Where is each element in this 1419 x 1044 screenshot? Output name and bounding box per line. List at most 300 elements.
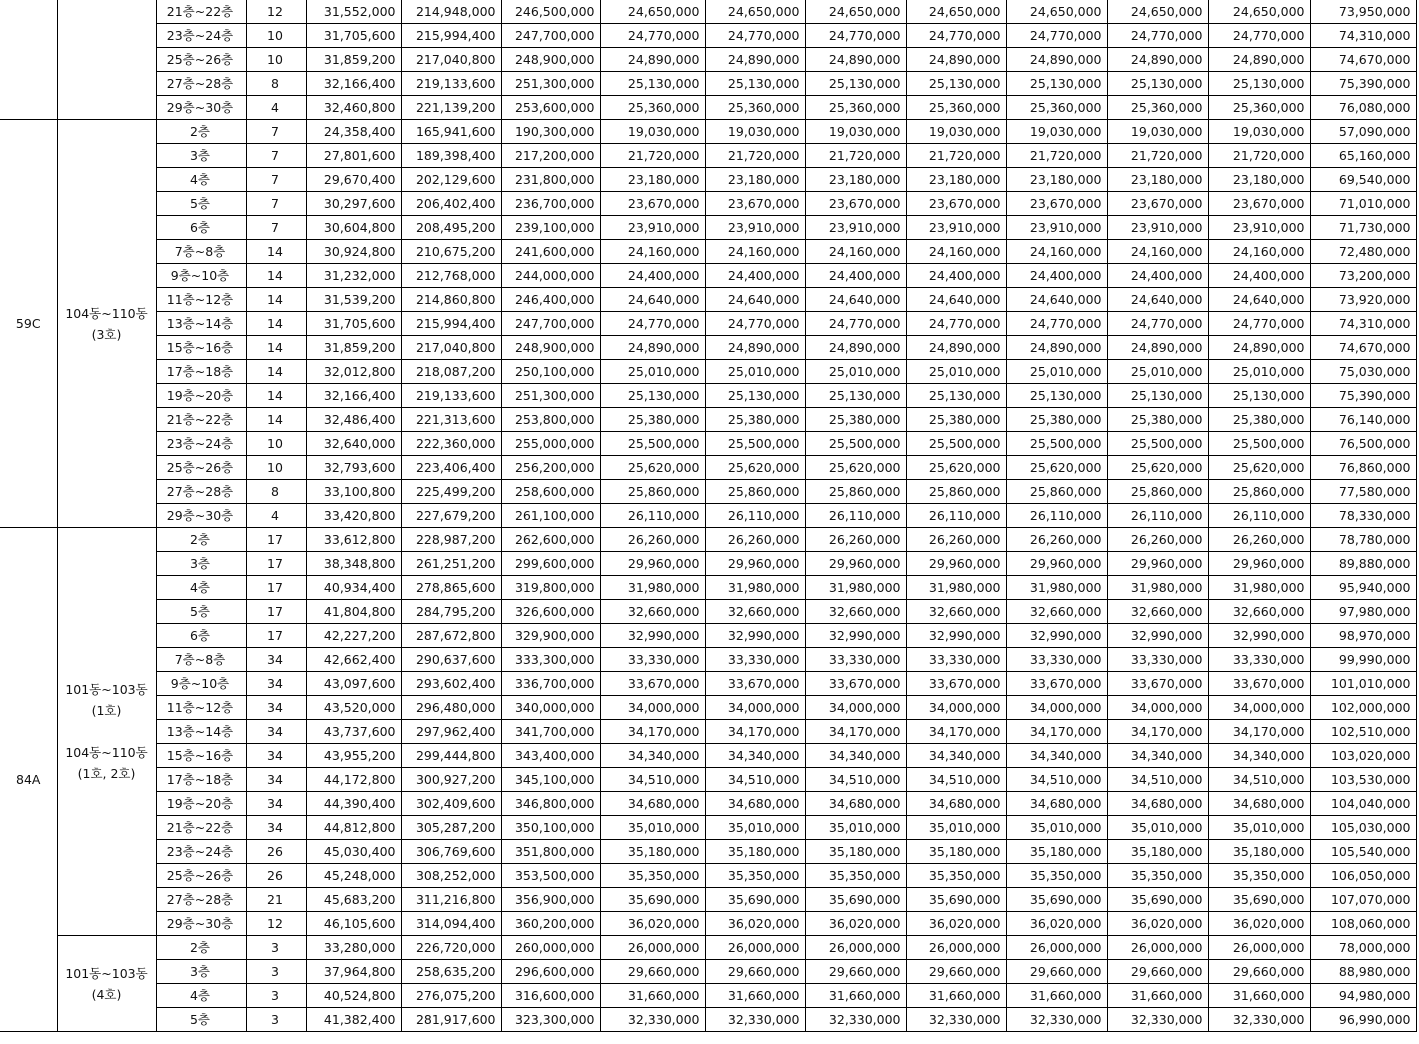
interim-payment-3-cell: 33,330,000 <box>906 648 1006 672</box>
deposit-cell: 33,670,000 <box>600 672 705 696</box>
interim-payment-5-cell: 26,260,000 <box>1107 528 1208 552</box>
interim-payment-5-cell: 34,680,000 <box>1107 792 1208 816</box>
unit-type-cell: 59C <box>0 120 57 528</box>
table-row <box>0 168 1416 192</box>
interim-payment-3-cell: 25,500,000 <box>906 432 1006 456</box>
total-price-cell: 351,800,000 <box>501 840 600 864</box>
table-row <box>0 936 1416 960</box>
total-price-cell: 340,000,000 <box>501 696 600 720</box>
units-cell: 14 <box>246 384 306 408</box>
total-price-cell: 326,600,000 <box>501 600 600 624</box>
balance-cell: 89,880,000 <box>1310 552 1416 576</box>
total-price-cell: 346,800,000 <box>501 792 600 816</box>
interim-payment-3-cell: 36,020,000 <box>906 912 1006 936</box>
interim-payment-6-cell: 34,170,000 <box>1208 720 1310 744</box>
building-price-cell: 215,994,400 <box>401 24 501 48</box>
interim-payment-3-cell: 32,660,000 <box>906 600 1006 624</box>
total-price-cell: 262,600,000 <box>501 528 600 552</box>
interim-payment-3-cell: 25,380,000 <box>906 408 1006 432</box>
interim-payment-4-cell: 21,720,000 <box>1006 144 1107 168</box>
deposit-cell: 21,720,000 <box>600 144 705 168</box>
units-cell: 34 <box>246 720 306 744</box>
deposit-cell: 24,160,000 <box>600 240 705 264</box>
units-cell: 26 <box>246 864 306 888</box>
total-price-cell: 251,300,000 <box>501 384 600 408</box>
land-price-cell: 44,390,400 <box>306 792 401 816</box>
building-price-cell: 222,360,000 <box>401 432 501 456</box>
balance-cell: 105,540,000 <box>1310 840 1416 864</box>
interim-payment-1-cell: 33,330,000 <box>705 648 805 672</box>
interim-payment-2-cell: 25,500,000 <box>805 432 906 456</box>
units-cell: 14 <box>246 312 306 336</box>
interim-payment-3-cell: 32,330,000 <box>906 1008 1006 1032</box>
balance-cell: 97,980,000 <box>1310 600 1416 624</box>
balance-cell: 98,970,000 <box>1310 624 1416 648</box>
interim-payment-6-cell: 25,010,000 <box>1208 360 1310 384</box>
interim-payment-6-cell: 26,260,000 <box>1208 528 1310 552</box>
interim-payment-4-cell: 24,890,000 <box>1006 336 1107 360</box>
interim-payment-4-cell: 25,860,000 <box>1006 480 1107 504</box>
table-row <box>0 624 1416 648</box>
units-cell: 17 <box>246 600 306 624</box>
interim-payment-5-cell: 34,340,000 <box>1107 744 1208 768</box>
interim-payment-6-cell: 32,990,000 <box>1208 624 1310 648</box>
interim-payment-5-cell: 31,660,000 <box>1107 984 1208 1008</box>
floor-cell: 19층~20층 <box>156 384 246 408</box>
interim-payment-2-cell: 23,910,000 <box>805 216 906 240</box>
land-price-cell: 30,924,800 <box>306 240 401 264</box>
units-cell: 17 <box>246 576 306 600</box>
building-price-cell: 296,480,000 <box>401 696 501 720</box>
interim-payment-4-cell: 34,000,000 <box>1006 696 1107 720</box>
interim-payment-4-cell: 35,690,000 <box>1006 888 1107 912</box>
balance-cell: 76,500,000 <box>1310 432 1416 456</box>
balance-cell: 75,390,000 <box>1310 72 1416 96</box>
interim-payment-1-cell: 34,000,000 <box>705 696 805 720</box>
interim-payment-4-cell: 35,180,000 <box>1006 840 1107 864</box>
interim-payment-5-cell: 24,770,000 <box>1107 24 1208 48</box>
interim-payment-1-cell: 26,110,000 <box>705 504 805 528</box>
interim-payment-2-cell: 31,980,000 <box>805 576 906 600</box>
interim-payment-2-cell: 29,660,000 <box>805 960 906 984</box>
interim-payment-3-cell: 24,160,000 <box>906 240 1006 264</box>
floor-cell: 29층~30층 <box>156 504 246 528</box>
units-cell: 34 <box>246 672 306 696</box>
total-price-cell: 329,900,000 <box>501 624 600 648</box>
balance-cell: 103,530,000 <box>1310 768 1416 792</box>
interim-payment-4-cell: 25,500,000 <box>1006 432 1107 456</box>
interim-payment-6-cell: 24,890,000 <box>1208 48 1310 72</box>
total-price-cell: 350,100,000 <box>501 816 600 840</box>
units-cell: 8 <box>246 72 306 96</box>
interim-payment-4-cell: 35,350,000 <box>1006 864 1107 888</box>
interim-payment-5-cell: 23,180,000 <box>1107 168 1208 192</box>
floor-cell: 19층~20층 <box>156 792 246 816</box>
interim-payment-1-cell: 35,690,000 <box>705 888 805 912</box>
interim-payment-3-cell: 23,670,000 <box>906 192 1006 216</box>
table-row <box>0 312 1416 336</box>
balance-cell: 72,480,000 <box>1310 240 1416 264</box>
land-price-cell: 44,172,800 <box>306 768 401 792</box>
units-cell: 17 <box>246 528 306 552</box>
table-row <box>0 216 1416 240</box>
balance-cell: 74,310,000 <box>1310 24 1416 48</box>
interim-payment-4-cell: 24,400,000 <box>1006 264 1107 288</box>
deposit-cell: 25,380,000 <box>600 408 705 432</box>
interim-payment-5-cell: 23,910,000 <box>1107 216 1208 240</box>
building-price-cell: 217,040,800 <box>401 336 501 360</box>
land-price-cell: 43,737,600 <box>306 720 401 744</box>
interim-payment-6-cell: 24,770,000 <box>1208 24 1310 48</box>
deposit-cell: 23,180,000 <box>600 168 705 192</box>
interim-payment-2-cell: 23,670,000 <box>805 192 906 216</box>
interim-payment-5-cell: 25,130,000 <box>1107 384 1208 408</box>
deposit-cell: 31,660,000 <box>600 984 705 1008</box>
interim-payment-6-cell: 32,660,000 <box>1208 600 1310 624</box>
interim-payment-1-cell: 31,980,000 <box>705 576 805 600</box>
land-price-cell: 44,812,800 <box>306 816 401 840</box>
interim-payment-5-cell: 24,640,000 <box>1107 288 1208 312</box>
interim-payment-6-cell: 24,400,000 <box>1208 264 1310 288</box>
interim-payment-6-cell: 23,910,000 <box>1208 216 1310 240</box>
land-price-cell: 31,859,200 <box>306 48 401 72</box>
building-group-label: (1호, 2호) <box>77 766 136 781</box>
total-price-cell: 247,700,000 <box>501 24 600 48</box>
interim-payment-2-cell: 34,680,000 <box>805 792 906 816</box>
building-price-cell: 261,251,200 <box>401 552 501 576</box>
table-row <box>0 576 1416 600</box>
floor-cell: 29층~30층 <box>156 96 246 120</box>
interim-payment-4-cell: 29,660,000 <box>1006 960 1107 984</box>
deposit-cell: 25,010,000 <box>600 360 705 384</box>
building-group-label: 104동~110동 <box>65 745 148 760</box>
table-row <box>0 528 1416 552</box>
building-price-cell: 208,495,200 <box>401 216 501 240</box>
floor-cell: 9층~10층 <box>156 264 246 288</box>
interim-payment-5-cell: 34,510,000 <box>1107 768 1208 792</box>
interim-payment-2-cell: 25,360,000 <box>805 96 906 120</box>
land-price-cell: 31,859,200 <box>306 336 401 360</box>
total-price-cell: 217,200,000 <box>501 144 600 168</box>
interim-payment-2-cell: 25,860,000 <box>805 480 906 504</box>
land-price-cell: 32,486,400 <box>306 408 401 432</box>
total-price-cell: 260,000,000 <box>501 936 600 960</box>
interim-payment-5-cell: 32,990,000 <box>1107 624 1208 648</box>
total-price-cell: 246,500,000 <box>501 0 600 24</box>
building-price-cell: 226,720,000 <box>401 936 501 960</box>
total-price-cell: 241,600,000 <box>501 240 600 264</box>
interim-payment-6-cell: 25,380,000 <box>1208 408 1310 432</box>
deposit-cell: 23,910,000 <box>600 216 705 240</box>
table-row <box>0 864 1416 888</box>
total-price-cell: 244,000,000 <box>501 264 600 288</box>
floor-cell: 15층~16층 <box>156 336 246 360</box>
interim-payment-6-cell: 26,110,000 <box>1208 504 1310 528</box>
table-row <box>0 24 1416 48</box>
land-price-cell: 37,964,800 <box>306 960 401 984</box>
interim-payment-5-cell: 33,670,000 <box>1107 672 1208 696</box>
interim-payment-3-cell: 25,010,000 <box>906 360 1006 384</box>
balance-cell: 73,950,000 <box>1310 0 1416 24</box>
interim-payment-4-cell: 25,130,000 <box>1006 72 1107 96</box>
floor-cell: 21층~22층 <box>156 816 246 840</box>
land-price-cell: 45,683,200 <box>306 888 401 912</box>
units-cell: 34 <box>246 816 306 840</box>
interim-payment-4-cell: 24,650,000 <box>1006 0 1107 24</box>
land-price-cell: 30,297,600 <box>306 192 401 216</box>
interim-payment-1-cell: 24,890,000 <box>705 336 805 360</box>
floor-cell: 25층~26층 <box>156 864 246 888</box>
interim-payment-5-cell: 25,620,000 <box>1107 456 1208 480</box>
table-row <box>0 648 1416 672</box>
table-row <box>0 456 1416 480</box>
balance-cell: 108,060,000 <box>1310 912 1416 936</box>
interim-payment-2-cell: 35,180,000 <box>805 840 906 864</box>
interim-payment-3-cell: 35,690,000 <box>906 888 1006 912</box>
interim-payment-5-cell: 24,400,000 <box>1107 264 1208 288</box>
interim-payment-1-cell: 25,010,000 <box>705 360 805 384</box>
land-price-cell: 45,030,400 <box>306 840 401 864</box>
interim-payment-1-cell: 24,160,000 <box>705 240 805 264</box>
balance-cell: 77,580,000 <box>1310 480 1416 504</box>
interim-payment-5-cell: 35,690,000 <box>1107 888 1208 912</box>
land-price-cell: 31,552,000 <box>306 0 401 24</box>
total-price-cell: 299,600,000 <box>501 552 600 576</box>
interim-payment-3-cell: 26,260,000 <box>906 528 1006 552</box>
deposit-cell: 34,510,000 <box>600 768 705 792</box>
floor-cell: 29층~30층 <box>156 912 246 936</box>
units-cell: 7 <box>246 168 306 192</box>
building-price-cell: 302,409,600 <box>401 792 501 816</box>
deposit-cell: 24,640,000 <box>600 288 705 312</box>
building-price-cell: 219,133,600 <box>401 72 501 96</box>
deposit-cell: 26,110,000 <box>600 504 705 528</box>
deposit-cell: 25,620,000 <box>600 456 705 480</box>
interim-payment-2-cell: 35,690,000 <box>805 888 906 912</box>
deposit-cell: 25,360,000 <box>600 96 705 120</box>
deposit-cell: 24,890,000 <box>600 48 705 72</box>
interim-payment-2-cell: 35,350,000 <box>805 864 906 888</box>
table-row <box>0 384 1416 408</box>
building-price-cell: 189,398,400 <box>401 144 501 168</box>
interim-payment-1-cell: 36,020,000 <box>705 912 805 936</box>
interim-payment-3-cell: 25,860,000 <box>906 480 1006 504</box>
interim-payment-3-cell: 24,650,000 <box>906 0 1006 24</box>
floor-cell: 13층~14층 <box>156 720 246 744</box>
building-price-cell: 215,994,400 <box>401 312 501 336</box>
interim-payment-2-cell: 24,770,000 <box>805 24 906 48</box>
deposit-cell: 34,680,000 <box>600 792 705 816</box>
balance-cell: 78,000,000 <box>1310 936 1416 960</box>
interim-payment-1-cell: 24,640,000 <box>705 288 805 312</box>
interim-payment-2-cell: 25,620,000 <box>805 456 906 480</box>
interim-payment-3-cell: 33,670,000 <box>906 672 1006 696</box>
balance-cell: 96,990,000 <box>1310 1008 1416 1032</box>
interim-payment-5-cell: 25,130,000 <box>1107 72 1208 96</box>
interim-payment-6-cell: 29,660,000 <box>1208 960 1310 984</box>
interim-payment-6-cell: 31,980,000 <box>1208 576 1310 600</box>
interim-payment-2-cell: 32,660,000 <box>805 600 906 624</box>
table-row <box>0 432 1416 456</box>
building-price-cell: 258,635,200 <box>401 960 501 984</box>
total-price-cell: 248,900,000 <box>501 336 600 360</box>
deposit-cell: 25,860,000 <box>600 480 705 504</box>
interim-payment-6-cell: 25,360,000 <box>1208 96 1310 120</box>
land-price-cell: 32,166,400 <box>306 72 401 96</box>
interim-payment-5-cell: 26,110,000 <box>1107 504 1208 528</box>
balance-cell: 105,030,000 <box>1310 816 1416 840</box>
interim-payment-1-cell: 25,360,000 <box>705 96 805 120</box>
interim-payment-1-cell: 24,770,000 <box>705 312 805 336</box>
interim-payment-3-cell: 29,960,000 <box>906 552 1006 576</box>
land-price-cell: 46,105,600 <box>306 912 401 936</box>
table-row <box>0 984 1416 1008</box>
interim-payment-4-cell: 33,670,000 <box>1006 672 1107 696</box>
interim-payment-1-cell: 33,670,000 <box>705 672 805 696</box>
interim-payment-2-cell: 25,130,000 <box>805 384 906 408</box>
units-cell: 10 <box>246 456 306 480</box>
total-price-cell: 356,900,000 <box>501 888 600 912</box>
table-row <box>0 840 1416 864</box>
balance-cell: 71,010,000 <box>1310 192 1416 216</box>
interim-payment-6-cell: 19,030,000 <box>1208 120 1310 144</box>
building-price-cell: 278,865,600 <box>401 576 501 600</box>
floor-cell: 9층~10층 <box>156 672 246 696</box>
interim-payment-4-cell: 24,770,000 <box>1006 312 1107 336</box>
land-price-cell: 42,227,200 <box>306 624 401 648</box>
balance-cell: 106,050,000 <box>1310 864 1416 888</box>
interim-payment-4-cell: 32,990,000 <box>1006 624 1107 648</box>
interim-payment-3-cell: 24,890,000 <box>906 48 1006 72</box>
deposit-cell: 24,770,000 <box>600 24 705 48</box>
interim-payment-6-cell: 34,510,000 <box>1208 768 1310 792</box>
group-label-gap <box>60 721 154 742</box>
deposit-cell: 36,020,000 <box>600 912 705 936</box>
interim-payment-2-cell: 24,400,000 <box>805 264 906 288</box>
floor-cell: 6층 <box>156 216 246 240</box>
deposit-cell: 35,010,000 <box>600 816 705 840</box>
units-cell: 17 <box>246 552 306 576</box>
interim-payment-3-cell: 34,680,000 <box>906 792 1006 816</box>
table-row <box>0 480 1416 504</box>
interim-payment-4-cell: 34,170,000 <box>1006 720 1107 744</box>
total-price-cell: 190,300,000 <box>501 120 600 144</box>
land-price-cell: 33,100,800 <box>306 480 401 504</box>
table-row <box>0 912 1416 936</box>
floor-cell: 5층 <box>156 192 246 216</box>
land-price-cell: 31,232,000 <box>306 264 401 288</box>
units-cell: 3 <box>246 1008 306 1032</box>
interim-payment-6-cell: 25,620,000 <box>1208 456 1310 480</box>
balance-cell: 73,200,000 <box>1310 264 1416 288</box>
interim-payment-3-cell: 31,660,000 <box>906 984 1006 1008</box>
land-price-cell: 40,934,400 <box>306 576 401 600</box>
interim-payment-2-cell: 32,990,000 <box>805 624 906 648</box>
deposit-cell: 26,260,000 <box>600 528 705 552</box>
balance-cell: 102,000,000 <box>1310 696 1416 720</box>
table-row <box>0 672 1416 696</box>
deposit-cell: 19,030,000 <box>600 120 705 144</box>
table-row <box>0 288 1416 312</box>
table-row <box>0 960 1416 984</box>
unit-type-cell <box>0 0 57 120</box>
interim-payment-1-cell: 26,260,000 <box>705 528 805 552</box>
land-price-cell: 43,520,000 <box>306 696 401 720</box>
interim-payment-1-cell: 34,510,000 <box>705 768 805 792</box>
land-price-cell: 40,524,800 <box>306 984 401 1008</box>
interim-payment-1-cell: 29,660,000 <box>705 960 805 984</box>
interim-payment-1-cell: 23,910,000 <box>705 216 805 240</box>
floor-cell: 2층 <box>156 528 246 552</box>
land-price-cell: 24,358,400 <box>306 120 401 144</box>
table-row <box>0 408 1416 432</box>
total-price-cell: 250,100,000 <box>501 360 600 384</box>
interim-payment-3-cell: 24,770,000 <box>906 312 1006 336</box>
balance-cell: 107,070,000 <box>1310 888 1416 912</box>
building-price-cell: 308,252,000 <box>401 864 501 888</box>
building-price-cell: 276,075,200 <box>401 984 501 1008</box>
total-price-cell: 253,800,000 <box>501 408 600 432</box>
interim-payment-4-cell: 23,910,000 <box>1006 216 1107 240</box>
total-price-cell: 246,400,000 <box>501 288 600 312</box>
interim-payment-2-cell: 24,160,000 <box>805 240 906 264</box>
interim-payment-1-cell: 25,500,000 <box>705 432 805 456</box>
interim-payment-6-cell: 21,720,000 <box>1208 144 1310 168</box>
interim-payment-2-cell: 33,670,000 <box>805 672 906 696</box>
land-price-cell: 45,248,000 <box>306 864 401 888</box>
interim-payment-5-cell: 24,770,000 <box>1107 312 1208 336</box>
interim-payment-2-cell: 36,020,000 <box>805 912 906 936</box>
deposit-cell: 34,000,000 <box>600 696 705 720</box>
interim-payment-1-cell: 34,340,000 <box>705 744 805 768</box>
interim-payment-4-cell: 32,660,000 <box>1006 600 1107 624</box>
table-row <box>0 504 1416 528</box>
interim-payment-2-cell: 31,660,000 <box>805 984 906 1008</box>
balance-cell: 73,920,000 <box>1310 288 1416 312</box>
building-group-cell <box>57 120 156 528</box>
interim-payment-6-cell: 23,180,000 <box>1208 168 1310 192</box>
units-cell: 17 <box>246 624 306 648</box>
table-row <box>0 792 1416 816</box>
interim-payment-3-cell: 34,510,000 <box>906 768 1006 792</box>
land-price-cell: 33,420,800 <box>306 504 401 528</box>
interim-payment-2-cell: 24,890,000 <box>805 336 906 360</box>
interim-payment-1-cell: 24,400,000 <box>705 264 805 288</box>
interim-payment-1-cell: 25,380,000 <box>705 408 805 432</box>
interim-payment-2-cell: 35,010,000 <box>805 816 906 840</box>
interim-payment-5-cell: 21,720,000 <box>1107 144 1208 168</box>
interim-payment-3-cell: 25,130,000 <box>906 384 1006 408</box>
deposit-cell: 25,500,000 <box>600 432 705 456</box>
table-row <box>0 816 1416 840</box>
floor-cell: 13층~14층 <box>156 312 246 336</box>
units-cell: 14 <box>246 240 306 264</box>
interim-payment-2-cell: 25,010,000 <box>805 360 906 384</box>
total-price-cell: 236,700,000 <box>501 192 600 216</box>
units-cell: 8 <box>246 480 306 504</box>
interim-payment-3-cell: 25,360,000 <box>906 96 1006 120</box>
building-group-label: 104동~110동 <box>65 305 148 321</box>
table-row <box>0 120 1416 144</box>
units-cell: 10 <box>246 432 306 456</box>
building-price-cell: 219,133,600 <box>401 384 501 408</box>
balance-cell: 65,160,000 <box>1310 144 1416 168</box>
interim-payment-5-cell: 29,660,000 <box>1107 960 1208 984</box>
units-cell: 34 <box>246 768 306 792</box>
table-row <box>0 72 1416 96</box>
table-row <box>0 768 1416 792</box>
floor-cell: 23층~24층 <box>156 840 246 864</box>
